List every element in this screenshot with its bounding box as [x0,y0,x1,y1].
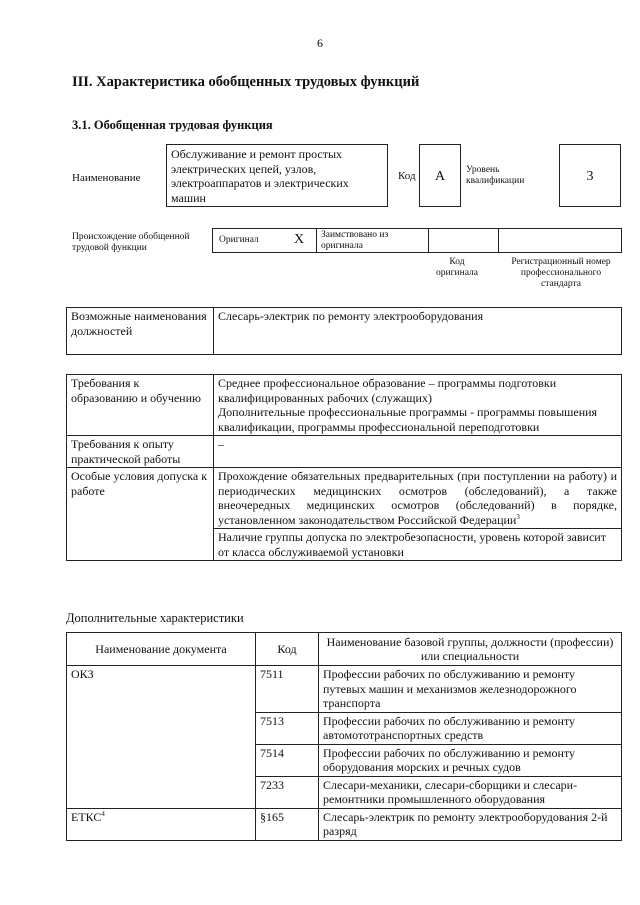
requirements-table [66,374,622,561]
positions-value: Слесарь-электрик по ремонту электрооборудования [214,308,622,355]
header-code: Код [256,633,319,666]
education-value [214,375,622,436]
table-header-row [67,633,622,666]
okz-name: Слесари-механики, слесари-сборщики и слесари-ремонтники промышленного оборудования [319,776,622,808]
etks-name: Слесарь-электрик по ремонту электрооборудования 2-й разряд [319,808,622,840]
table-row [67,666,622,713]
special-conditions-row [67,468,622,529]
level-label: Уровень квалификации [466,165,525,186]
special-conditions-text: Прохождение обязательных предварительных (при поступлении на работу) и периодических медицинских осмотров (обследований), а также внеочередных медицинских осмотров (обследований) в порядке, установленном законодательством Российской Федерации [218,469,617,527]
borrowed-label: Заимствовано из оригинала [321,230,389,251]
original-code-caption: Код оригинала [436,257,478,278]
okz-code: 7233 [256,776,319,808]
experience-row [67,436,622,468]
okz-name: Профессии рабочих по обслуживанию и ремонту оборудования морских и речных судов [319,744,622,776]
header-group-name: Наименование базовой группы, должности (профессии) или специальности [319,633,622,666]
header-document: Наименование документа [67,633,256,666]
education-row [67,375,622,436]
okz-name: Профессии рабочих по обслуживанию и ремонту путевых машин и механизмов железнодорожного транспорта [319,666,622,713]
registration-number-caption: Регистрационный номер профессионального стандарта [511,257,611,289]
origin-divider [498,229,499,252]
okz-name: Профессии рабочих по обслуживанию и ремонту автомототранспортных средств [319,712,622,744]
etks-label: ЕТКС [71,809,102,824]
function-code-value: А [419,144,461,207]
original-mark: X [294,232,305,247]
qualification-level-value: 3 [559,144,621,207]
table-row [67,808,622,840]
okz-code: 7511 [256,666,319,713]
education-label: Требования к образованию и обучению [67,375,214,436]
experience-value: – [214,436,622,468]
origin-label: Происхождение обобщенной трудовой функции [72,232,190,253]
additional-title: Дополнительные характеристики [66,611,244,625]
positions-label: Возможные наименования должностей [67,308,214,355]
code-label: Код [398,170,416,182]
special-conditions-value-2: Наличие группы допуска по электробезопасности, уровень которой зависит от класса обслуживаемой установки [214,529,622,561]
name-label: Наименование [72,172,141,184]
education-value-1: Среднее профессиональное образование – программы подготовки квалифицированных рабочих (служащих) [218,376,557,405]
function-title: 3.1. Обобщенная трудовая функция [72,118,273,132]
okz-code: 7514 [256,744,319,776]
positions-row [67,308,622,355]
page-number: 6 [317,36,323,50]
original-cell [213,229,317,252]
origin-divider [428,229,429,252]
etks-cell [67,808,256,840]
special-conditions-label: Особые условия допуска к работе [67,468,214,561]
positions-table [66,307,622,355]
additional-table [66,632,622,841]
etks-code: §165 [256,808,319,840]
footnote-4: 4 [101,809,105,818]
okz-code: 7513 [256,712,319,744]
education-value-2: Дополнительные профессиональные программы - программы повышения квалификации, программы профессиональной переподготовки [218,405,598,434]
footnote-3: 3 [516,512,520,521]
special-conditions-value-1 [214,468,622,529]
experience-label: Требования к опыту практической работы [67,436,214,468]
original-label: Оригинал [219,235,259,245]
function-name-value: Обслуживание и ремонт простых электрических цепей, узлов, электроаппаратов и электрических машин [166,144,388,207]
okz-label: ОКЗ [67,666,256,809]
section-title: III. Характеристика обобщенных трудовых функций [72,74,420,90]
origin-row [212,228,622,253]
